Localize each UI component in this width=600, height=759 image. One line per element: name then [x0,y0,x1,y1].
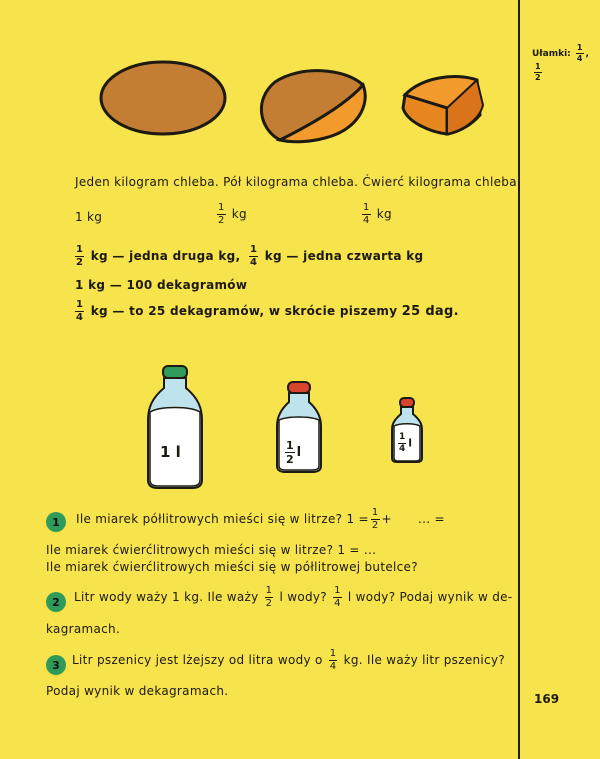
task-1-line-3: Ile miarek ćwierćlitrowych mieści się w półlitrowej butelce? [46,560,418,574]
page-number: 169 [534,692,560,706]
sidebar-fraction-quarter: $\frac{1}{4}$ [576,43,583,63]
definition-dag-abbrev: $\frac{1}{4}$ kg — to 25 dekagramów, w skrócie piszemy 25 dag. [76,299,459,323]
bottle-label-one-liter: 1 l [160,443,181,461]
weight-quarter-kg: $\frac{1}{4}$ kg [363,202,392,226]
task-2-line-2: kagramach. [46,622,121,636]
sidebar-label: Ułamki: [532,49,571,59]
half-fraction: $\frac{1}{2}$ [218,202,225,226]
bottle-label-half-liter: $\frac{1}{2}$ l [286,439,302,466]
margin-divider [518,0,520,759]
sidebar-separator: , [585,49,589,59]
task-1-line-1: Ile miarek półlitrowych mieści się w litrze? 1 = $\frac{1}{2}$ + ... = [76,507,445,531]
definition-half: $\frac{1}{2}$ kg — jedna druga kg, [76,244,241,268]
definition-quarter: $\frac{1}{4}$ kg — jedna czwarta kg [250,244,424,268]
sidebar-fraction-half: $\frac{1}{2}$ [535,62,541,82]
bread-caption: Jeden kilogram chleba. Pół kilograma chleba. Ćwierć kilograma chleba. [75,175,521,189]
half-bread-icon [261,71,365,142]
sidebar-heading [532,44,600,82]
definition-kg-dag: 1 kg — 100 dekagramów [75,278,248,292]
task-1-line-2: Ile miarek ćwierćlitrowych mieści się w litrze? 1 = ... [46,543,377,557]
bread-illustrations [95,60,495,160]
quarter-bread-icon [403,76,483,134]
task-3-line-2: Podaj wynik w dekagramach. [46,684,229,698]
one-liter-bottle-icon [148,366,202,488]
task-2-badge: 2 [46,592,66,612]
weight-half-kg: $\frac{1}{2}$ kg [218,202,247,226]
quarter-fraction: $\frac{1}{4}$ [363,202,370,226]
task-1-badge: 1 [46,512,66,532]
weight-one-kg: 1 kg [75,210,103,224]
whole-bread-icon [101,62,225,134]
task-3-badge: 3 [46,655,66,675]
task-3-line-1: Litr pszenicy jest lżejszy od litra wody o $\frac{1}{4}$ kg. Ile waży litr pszenicy? [72,648,506,672]
bottle-label-quarter-liter: $\frac{1}{4}$ l [399,432,413,454]
milk-bottles [140,362,440,492]
task-2-line-1: Litr wody waży 1 kg. Ile waży $\frac{1}{2}$ l wody? $\frac{1}{4}$ l wody? Podaj wynik w de- [74,585,513,609]
